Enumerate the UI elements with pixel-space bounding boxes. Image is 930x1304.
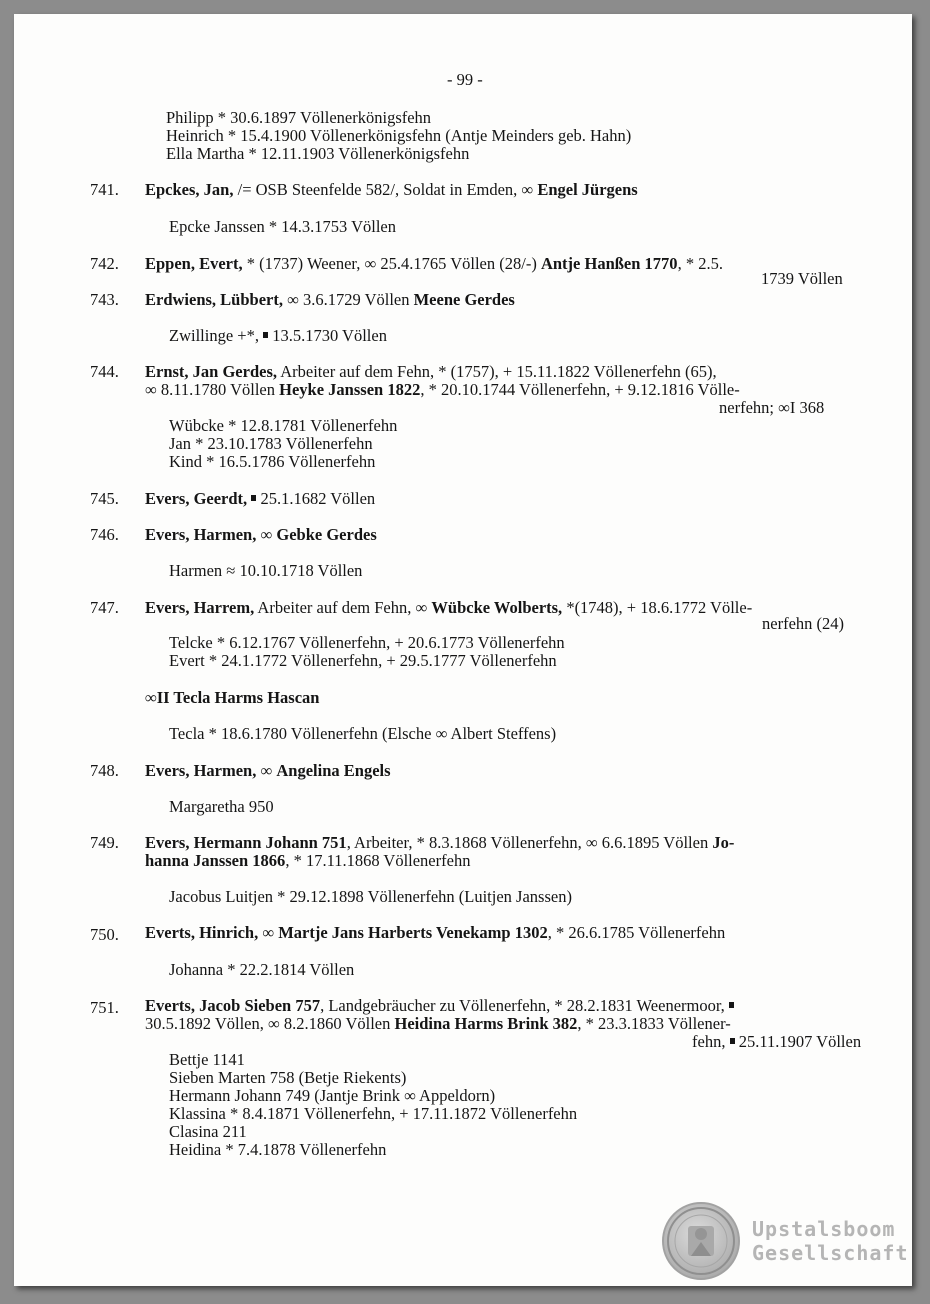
society-seal-icon — [662, 1202, 740, 1280]
entry-text: , * 26.6.1785 Völlenerfehn — [547, 923, 726, 942]
child-line: Kind * 16.5.1786 Völlenerfehn — [169, 452, 376, 471]
entry-text: 25.1.1682 Völlen — [256, 489, 376, 508]
entry-text: , * 20.10.1744 Völlenerfehn, + 9.12.1816 Völle- — [420, 380, 740, 399]
child-line: Margaretha 950 — [169, 797, 274, 816]
child-line: Heinrich * 15.4.1900 Völlenerkönigsfehn (Antje Meinders geb. Hahn) — [166, 126, 632, 145]
entry-line — [145, 255, 723, 273]
entry-number: 741. — [90, 180, 119, 199]
child-line: Heidina * 7.4.1878 Völlenerfehn — [169, 1140, 387, 1159]
second-marriage-line: ∞II Tecla Harms Hascan — [145, 688, 320, 707]
page-number: - 99 - — [447, 70, 483, 89]
spouse-name: hanna Janssen 1866 — [145, 851, 286, 870]
entry-text: , * 23.3.1833 Völlener- — [577, 1014, 731, 1033]
spouse-name: Meene Gerdes — [413, 290, 515, 309]
entry-text: fehn, — [692, 1032, 730, 1051]
document-page — [14, 14, 912, 1286]
child-line: Clasina 211 — [169, 1122, 247, 1141]
child-line: Epcke Janssen * 14.3.1753 Völlen — [169, 217, 396, 236]
entry-name: Everts, Jacob Sieben 757 — [145, 996, 321, 1015]
entry-name: Everts, Hinrich, — [145, 923, 259, 942]
entry-text: ∞ — [258, 923, 279, 942]
entry-number: 748. — [90, 761, 119, 780]
entry-text: Arbeiter auf dem Fehn, * (1757), + 15.11.1822 Völlenerfehn (65), — [277, 362, 717, 381]
entry-line — [145, 291, 515, 309]
continuation-line: 1739 Völlen — [761, 269, 843, 288]
entry-line — [145, 599, 752, 617]
spouse-name: Angelina Engels — [276, 761, 391, 780]
entry-number: 750. — [90, 925, 119, 944]
entry-line — [145, 834, 734, 852]
entry-name: Ernst, Jan Gerdes, — [145, 362, 277, 381]
entry-text: ∞ 3.6.1729 Völlen — [282, 290, 414, 309]
continuation-line: nerfehn (24) — [762, 614, 845, 633]
entry-text: * (1737) Weener, ∞ 25.4.1765 Völlen (28/-) — [242, 254, 541, 273]
entry-text: , Landgebräucher zu Völlenerfehn, * 28.2.1831 Weenermoor, — [320, 996, 729, 1015]
entry-line — [145, 852, 470, 870]
entry-number: 742. — [90, 254, 119, 273]
burial-mark-icon — [729, 1002, 734, 1008]
spouse-name: Martje Jans Harberts Venekamp 1302 — [278, 923, 548, 942]
child-line: Sieben Marten 758 (Betje Riekents) — [169, 1068, 407, 1087]
child-line: Wübcke * 12.8.1781 Völlenerfehn — [169, 416, 398, 435]
spouse-name: Jo- — [712, 833, 735, 852]
child-line: Hermann Johann 749 (Jantje Brink ∞ Appeldorn) — [169, 1086, 496, 1105]
child-line: Jacobus Luitjen * 29.12.1898 Völlenerfehn (Luitjen Janssen) — [169, 887, 572, 906]
child-line: Evert * 24.1.1772 Völlenerfehn, + 29.5.1777 Völlenerfehn — [169, 651, 557, 670]
entry-number: 747. — [90, 598, 119, 617]
child-line: Harmen ≈ 10.10.1718 Völlen — [169, 561, 363, 580]
spouse-name: Engel Jürgens — [537, 180, 638, 199]
child-line: Bettje 1141 — [169, 1050, 245, 1069]
entry-number: 749. — [90, 833, 119, 852]
spouse-name: Gebke Gerdes — [276, 525, 377, 544]
child-line: Jan * 23.10.1783 Völlenerfehn — [169, 434, 373, 453]
entry-text: ∞ — [256, 761, 277, 780]
entry-text: , Arbeiter, * 8.3.1868 Völlenerfehn, ∞ 6.6.1895 Völlen — [346, 833, 713, 852]
child-text: 13.5.1730 Völlen — [268, 326, 387, 345]
entry-number: 744. — [90, 362, 119, 381]
spouse-name: Antje Hanßen 1770 — [540, 254, 678, 273]
continuation-line: nerfehn; ∞I 368 — [719, 398, 825, 417]
entry-number: 745. — [90, 489, 119, 508]
entry-line — [145, 181, 638, 199]
entry-number: 743. — [90, 290, 119, 309]
child-line: Ella Martha * 12.11.1903 Völlenerkönigsfehn — [166, 144, 470, 163]
entry-name: Evers, Hermann Johann 751 — [145, 833, 347, 852]
entry-text: /= OSB Steenfelde 582/, Soldat in Emden, ∞ — [233, 180, 538, 199]
entry-text: 30.5.1892 Völlen, ∞ 8.2.1860 Völlen — [145, 1014, 395, 1033]
entry-name: Evers, Harrem, — [145, 598, 255, 617]
brand-line: Upstalsboom — [752, 1217, 896, 1241]
entry-name: Evers, Harmen, — [145, 525, 257, 544]
entry-text: , * 17.11.1868 Völlenerfehn — [285, 851, 471, 870]
entry-name: Epckes, Jan, — [145, 180, 234, 199]
entry-line — [145, 997, 734, 1015]
entry-line — [145, 526, 377, 544]
child-line — [169, 327, 387, 345]
entry-name: Evers, Harmen, — [145, 761, 257, 780]
child-line: Philipp * 30.6.1897 Völlenerkönigsfehn — [166, 108, 432, 127]
spouse-name: Heidina Harms Brink 382 — [394, 1014, 578, 1033]
entry-line — [145, 381, 740, 399]
child-line: Tecla * 18.6.1780 Völlenerfehn (Elsche ∞ Albert Steffens) — [169, 724, 557, 743]
child-text: Zwillinge +*, — [169, 326, 264, 345]
brand-line: Gesellschaft — [752, 1241, 909, 1265]
entry-line — [145, 363, 717, 381]
entry-text: , * 2.5. — [677, 254, 723, 273]
child-line: Johanna * 22.2.1814 Völlen — [169, 960, 355, 979]
child-line: Telcke * 6.12.1767 Völlenerfehn, + 20.6.1773 Völlenerfehn — [169, 633, 565, 652]
entry-number: 751. — [90, 998, 119, 1017]
child-line: Klassina * 8.4.1871 Völlenerfehn, + 17.11.1872 Völlenerfehn — [169, 1104, 578, 1123]
spouse-name: Heyke Janssen 1822 — [279, 380, 421, 399]
entry-line — [145, 924, 725, 942]
entry-name: Eppen, Evert, — [145, 254, 243, 273]
entry-name: Evers, Geerdt, — [145, 489, 248, 508]
entry-line — [145, 490, 375, 508]
entry-text: 25.11.1907 Völlen — [734, 1032, 862, 1051]
entry-line — [145, 762, 391, 780]
entry-line — [145, 1015, 731, 1033]
entry-text: Arbeiter auf dem Fehn, ∞ — [254, 598, 432, 617]
entry-text: ∞ — [256, 525, 277, 544]
continuation-line — [692, 1033, 861, 1051]
entry-text: ∞ 8.11.1780 Völlen — [145, 380, 280, 399]
entry-text: *(1748), + 18.6.1772 Völle- — [562, 598, 753, 617]
entry-name: Erdwiens, Lübbert, — [145, 290, 283, 309]
spouse-name: Wübcke Wolberts, — [431, 598, 563, 617]
entry-number: 746. — [90, 525, 119, 544]
